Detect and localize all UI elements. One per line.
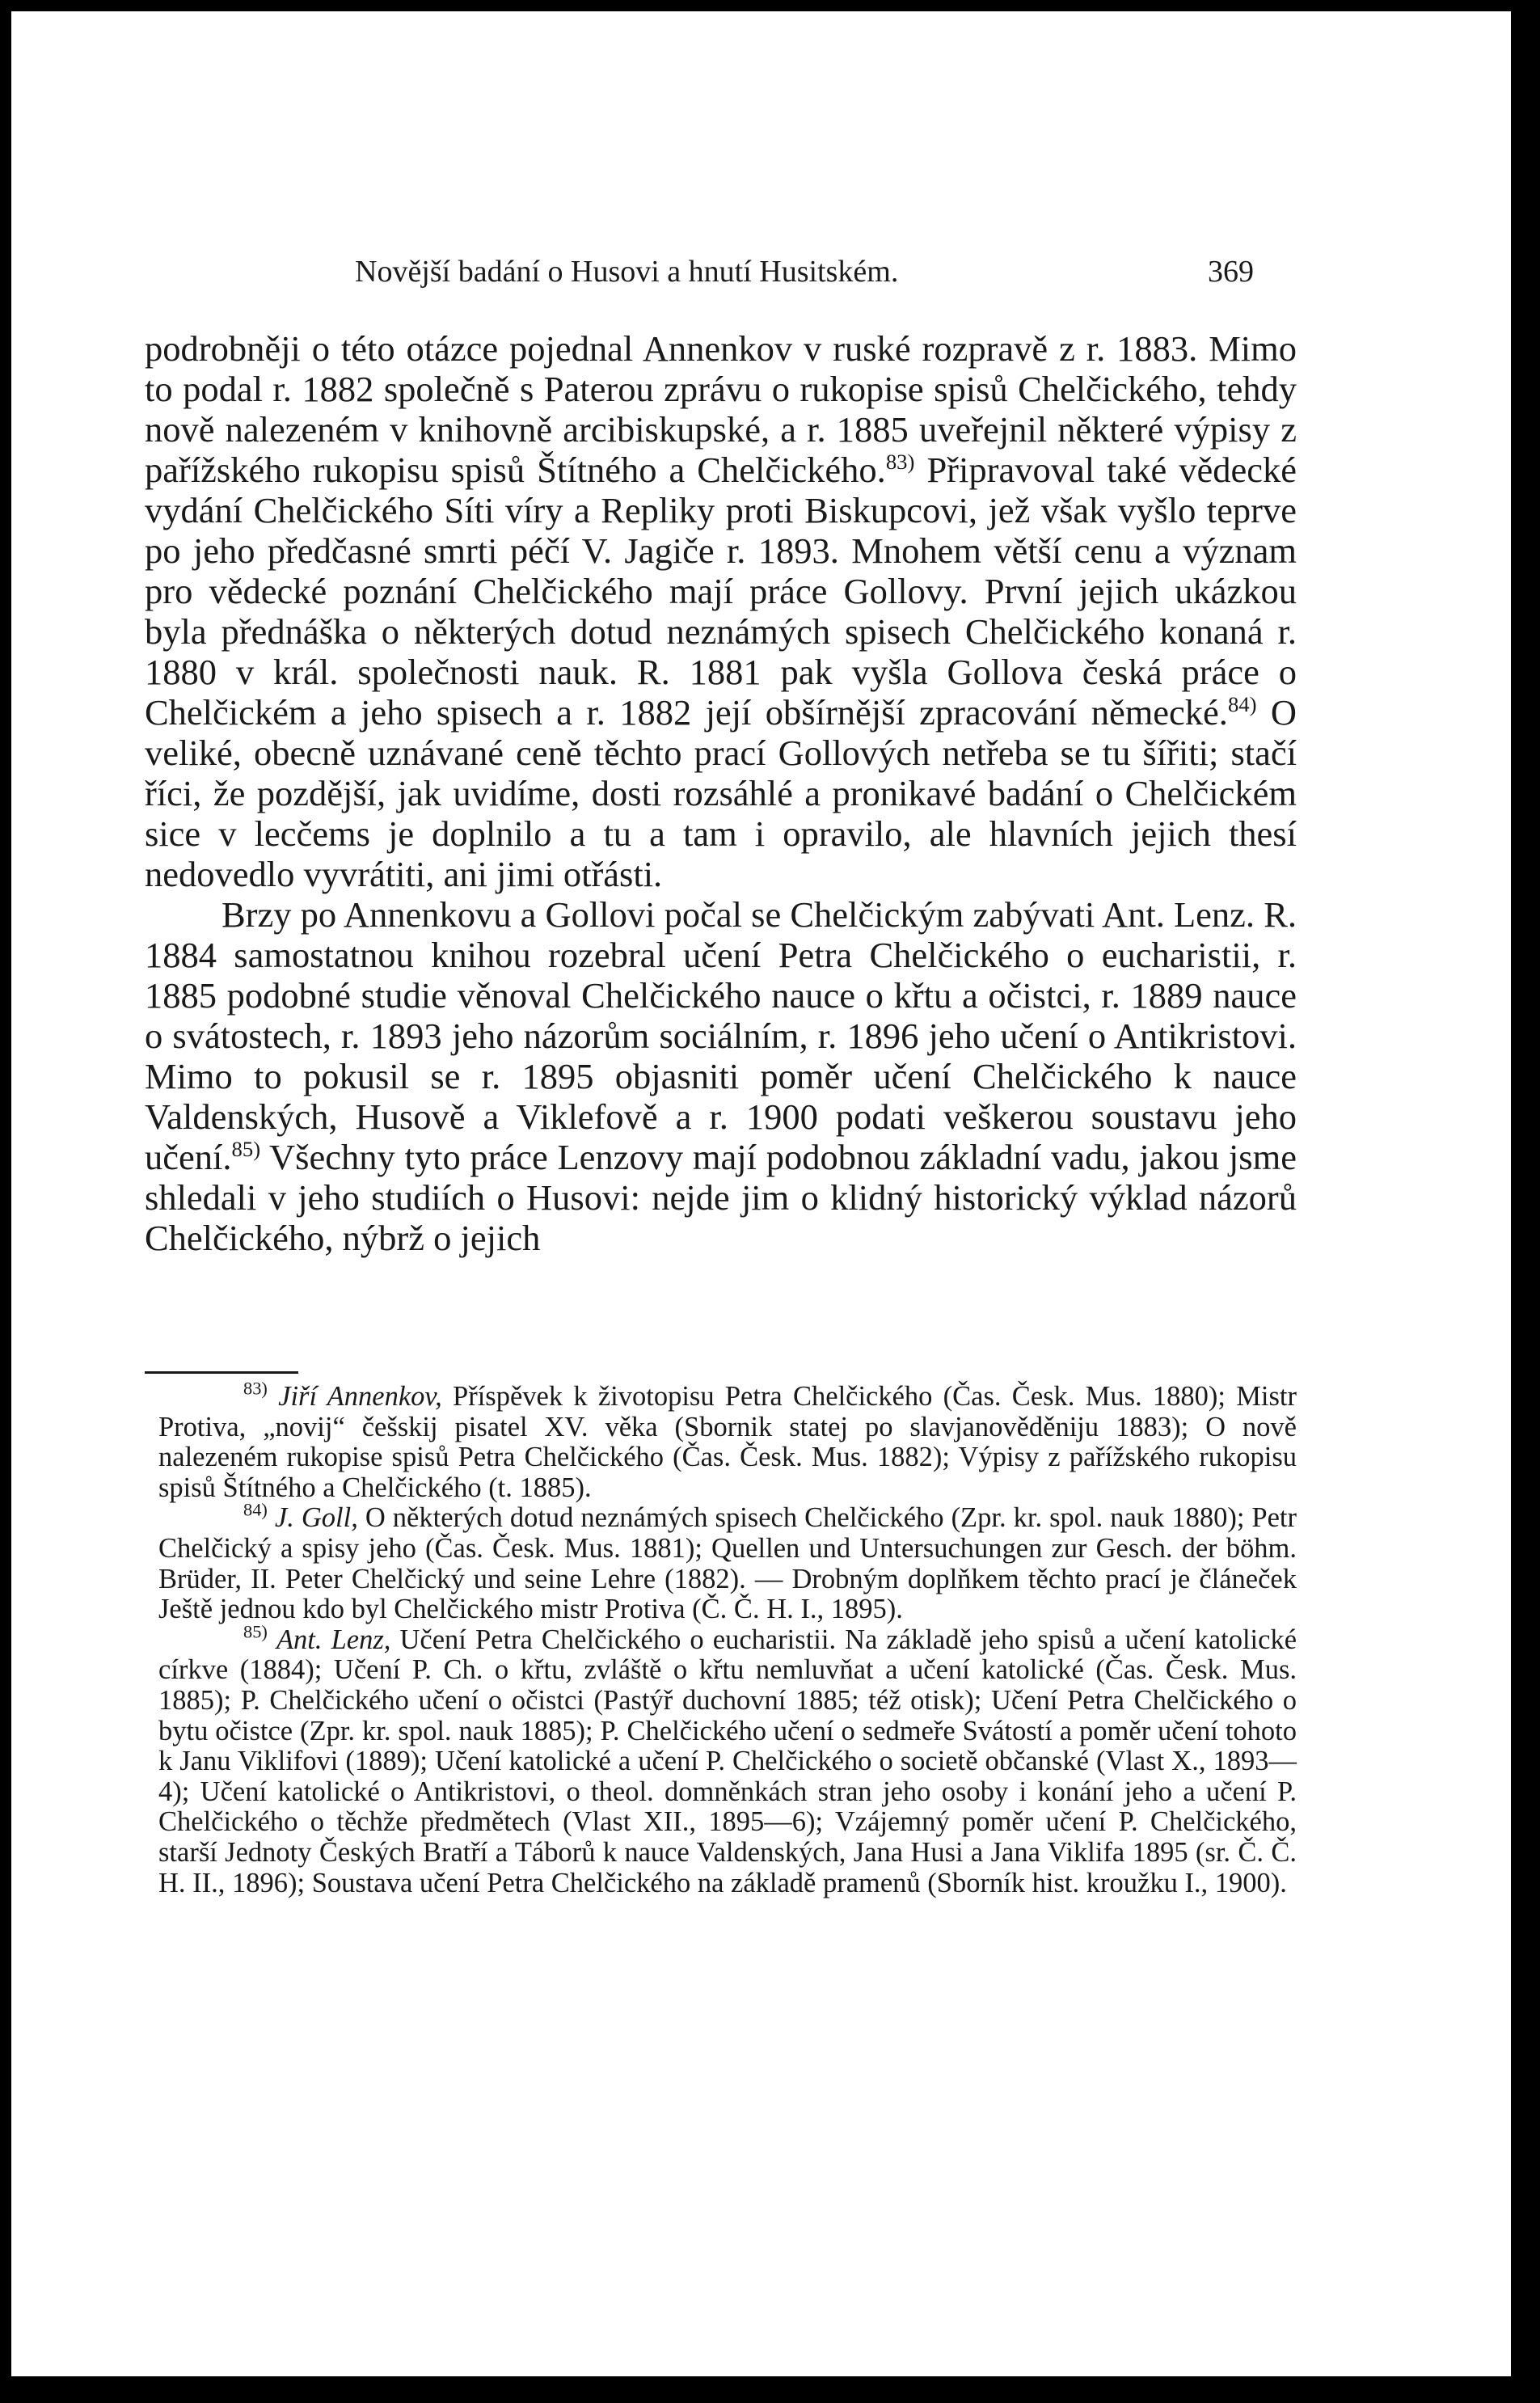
paragraph-2-part-1: Brzy po Annenkovu a Gollovi počal se Chelčickým zabývati Ant. Lenz. R. 1884 samostatnou knihou rozebral učení Petra Chelčického o eucharistii, r. 1885 podobné studie věnoval Chelčického nauce o křtu a očistci, r. 1889 nauce o svátostech, r. 1893 jeho názorům sociálním, r. 1896 jeho učení o Antikristovi. Mimo to pokusil se r. 1895 objasniti poměr učení Chelčického k nauce Valdenských, Husově a Viklefově a r. 1900 podati veškerou soustavu jeho učení.	[145, 894, 1297, 1177]
running-title: Novější badání o Husovi a hnutí Husitském.	[355, 255, 899, 289]
paragraph-2-part-2: Všechny tyto práce Lenzovy mají podobnou základní vadu, jakou jsme shledali v jeho studiích o Husovi: nejde jim o klidný historický výklad názorů Chelčického, nýbrž o jejich	[145, 1137, 1297, 1258]
footnotes	[158, 1378, 1297, 1898]
page-number: 369	[1208, 255, 1254, 289]
body-text	[145, 328, 1297, 1258]
book-page	[11, 11, 1511, 2376]
footnote-83	[158, 1378, 1297, 1503]
footnote-separator	[145, 1371, 298, 1374]
footnote-84-text: O některých dotud neznámých spisech Chelčického (Zpr. kr. spol. nauk 1880); Petr Chelčický a spisy jeho (Čas. Česk. Mus. 1881); Quellen und Untersuchungen zur Gesch. der böhm. Brüder, II. Peter Chelčický und seine Lehre (1882). — Drobným doplňkem těchto prací je článeček Ještě jednou kdo byl Chelčického mistr Protiva (Č. Č. H. I., 1895).	[158, 1502, 1297, 1625]
paragraph-1-part-2: Připravoval také vědecké vydání Chelčického Síti víry a Repliky proti Biskupcovi, jež však vyšlo teprve po jeho předčasné smrti péčí V. Jagiče r. 1893. Mnohem větší cenu a význam pro vědecké poznání Chelčického mají práce Gollovy. První jejich ukázkou byla přednáška o některých dotud neznámých spisech Chelčického konaná r. 1880 v král. společnosti nauk. R. 1881 pak vyšla Gollova česká práce o Chelčickém a jeho spisech a r. 1882 její obšírnější zpracování německé.	[145, 450, 1297, 733]
footnote-84	[158, 1499, 1297, 1625]
footnote-84-marker: 84)	[243, 1499, 268, 1520]
paragraph-2	[145, 894, 1297, 1258]
footnote-85	[158, 1621, 1297, 1898]
note-ref-84: 84)	[1227, 691, 1257, 716]
footnote-85-text: Učení Petra Chelčického o eucharistii. Na základě jeho spisů a učení katolické církve (1884); Učení P. Ch. o křtu, zvláště o křtu nemluvňat a učení katolické (Čas. Česk. Mus. 1885); P. Chelčického učení o očistci (Pastýř duchovní 1885; též otisk); Učení Petra Chelčického o bytu očistce (Zpr. kr. spol. nauk 1885); P. Chelčického učení o sedmeře Svátostí a poměr učení tohoto k Janu Viklifovi (1889); Učení katolické a učení P. Chelčického o societě občanské (Vlast X., 1893—4); Učení katolické o Antikristovi, o theol. domněnkách stran jeho osoby i konání jeho a učení P. Chelčického o těchže předmětech (Vlast XII., 1895—6); Vzájemný poměr učení P. Chelčického, starší Jednoty Českých Bratří a Táborů k nauce Valdenských, Jana Husi a Jana Viklifa 1895 (sr. Č. Č. H. II., 1896); Soustava učení Petra Chelčického na základě pramenů (Sborník hist. kroužku I., 1900).	[158, 1624, 1297, 1898]
paragraph-1	[145, 328, 1297, 894]
footnote-85-author: Ant. Lenz,	[276, 1624, 391, 1655]
footnote-85-marker: 85)	[243, 1621, 268, 1642]
footnote-83-author: Jiří Annenkov,	[278, 1381, 442, 1412]
footnote-83-marker: 83)	[243, 1378, 268, 1399]
footnote-83-text: Příspěvek k životopisu Petra Chelčického (Čas. Česk. Mus. 1880); Mistr Protiva, „novij“ češskij pisatel XV. věka (Sbornik statej po slavjanověděniju 1883); O nově nalezeném rukopise spisů Petra Chelčického (Čas. Česk. Mus. 1882); Výpisy z pařížského rukopisu spisů Štítného a Chelčického (t. 1885).	[158, 1381, 1297, 1503]
footnote-84-author: J. Goll,	[274, 1502, 358, 1534]
running-head	[11, 254, 1511, 294]
paragraph-1-part-1: podrobněji o této otázce pojednal Annenkov v ruské rozpravě z r. 1883. Mimo to podal r. 1882 společně s Paterou zprávu o rukopise spisů Chelčického, tehdy nově nalezeném v knihovně arcibiskupské, a r. 1885 uveřejnil některé výpisy z pařížského rukopisu spisů Štítného a Chelčického.	[145, 328, 1297, 490]
note-ref-85: 85)	[231, 1136, 261, 1161]
note-ref-83: 83)	[885, 449, 915, 474]
paragraph-1-part-3: O veliké, obecně uznávané ceně těchto prací Gollových netřeba se tu šířiti; stačí říci, že pozdější, jak uvidíme, dosti rozsáhlé a pronikavé badání o Chelčickém sice v lecčems je doplnilo a tu a tam i opravilo, ale hlavních jejich thesí nedovedlo vyvrátiti, ani jimi otřásti.	[145, 692, 1297, 894]
